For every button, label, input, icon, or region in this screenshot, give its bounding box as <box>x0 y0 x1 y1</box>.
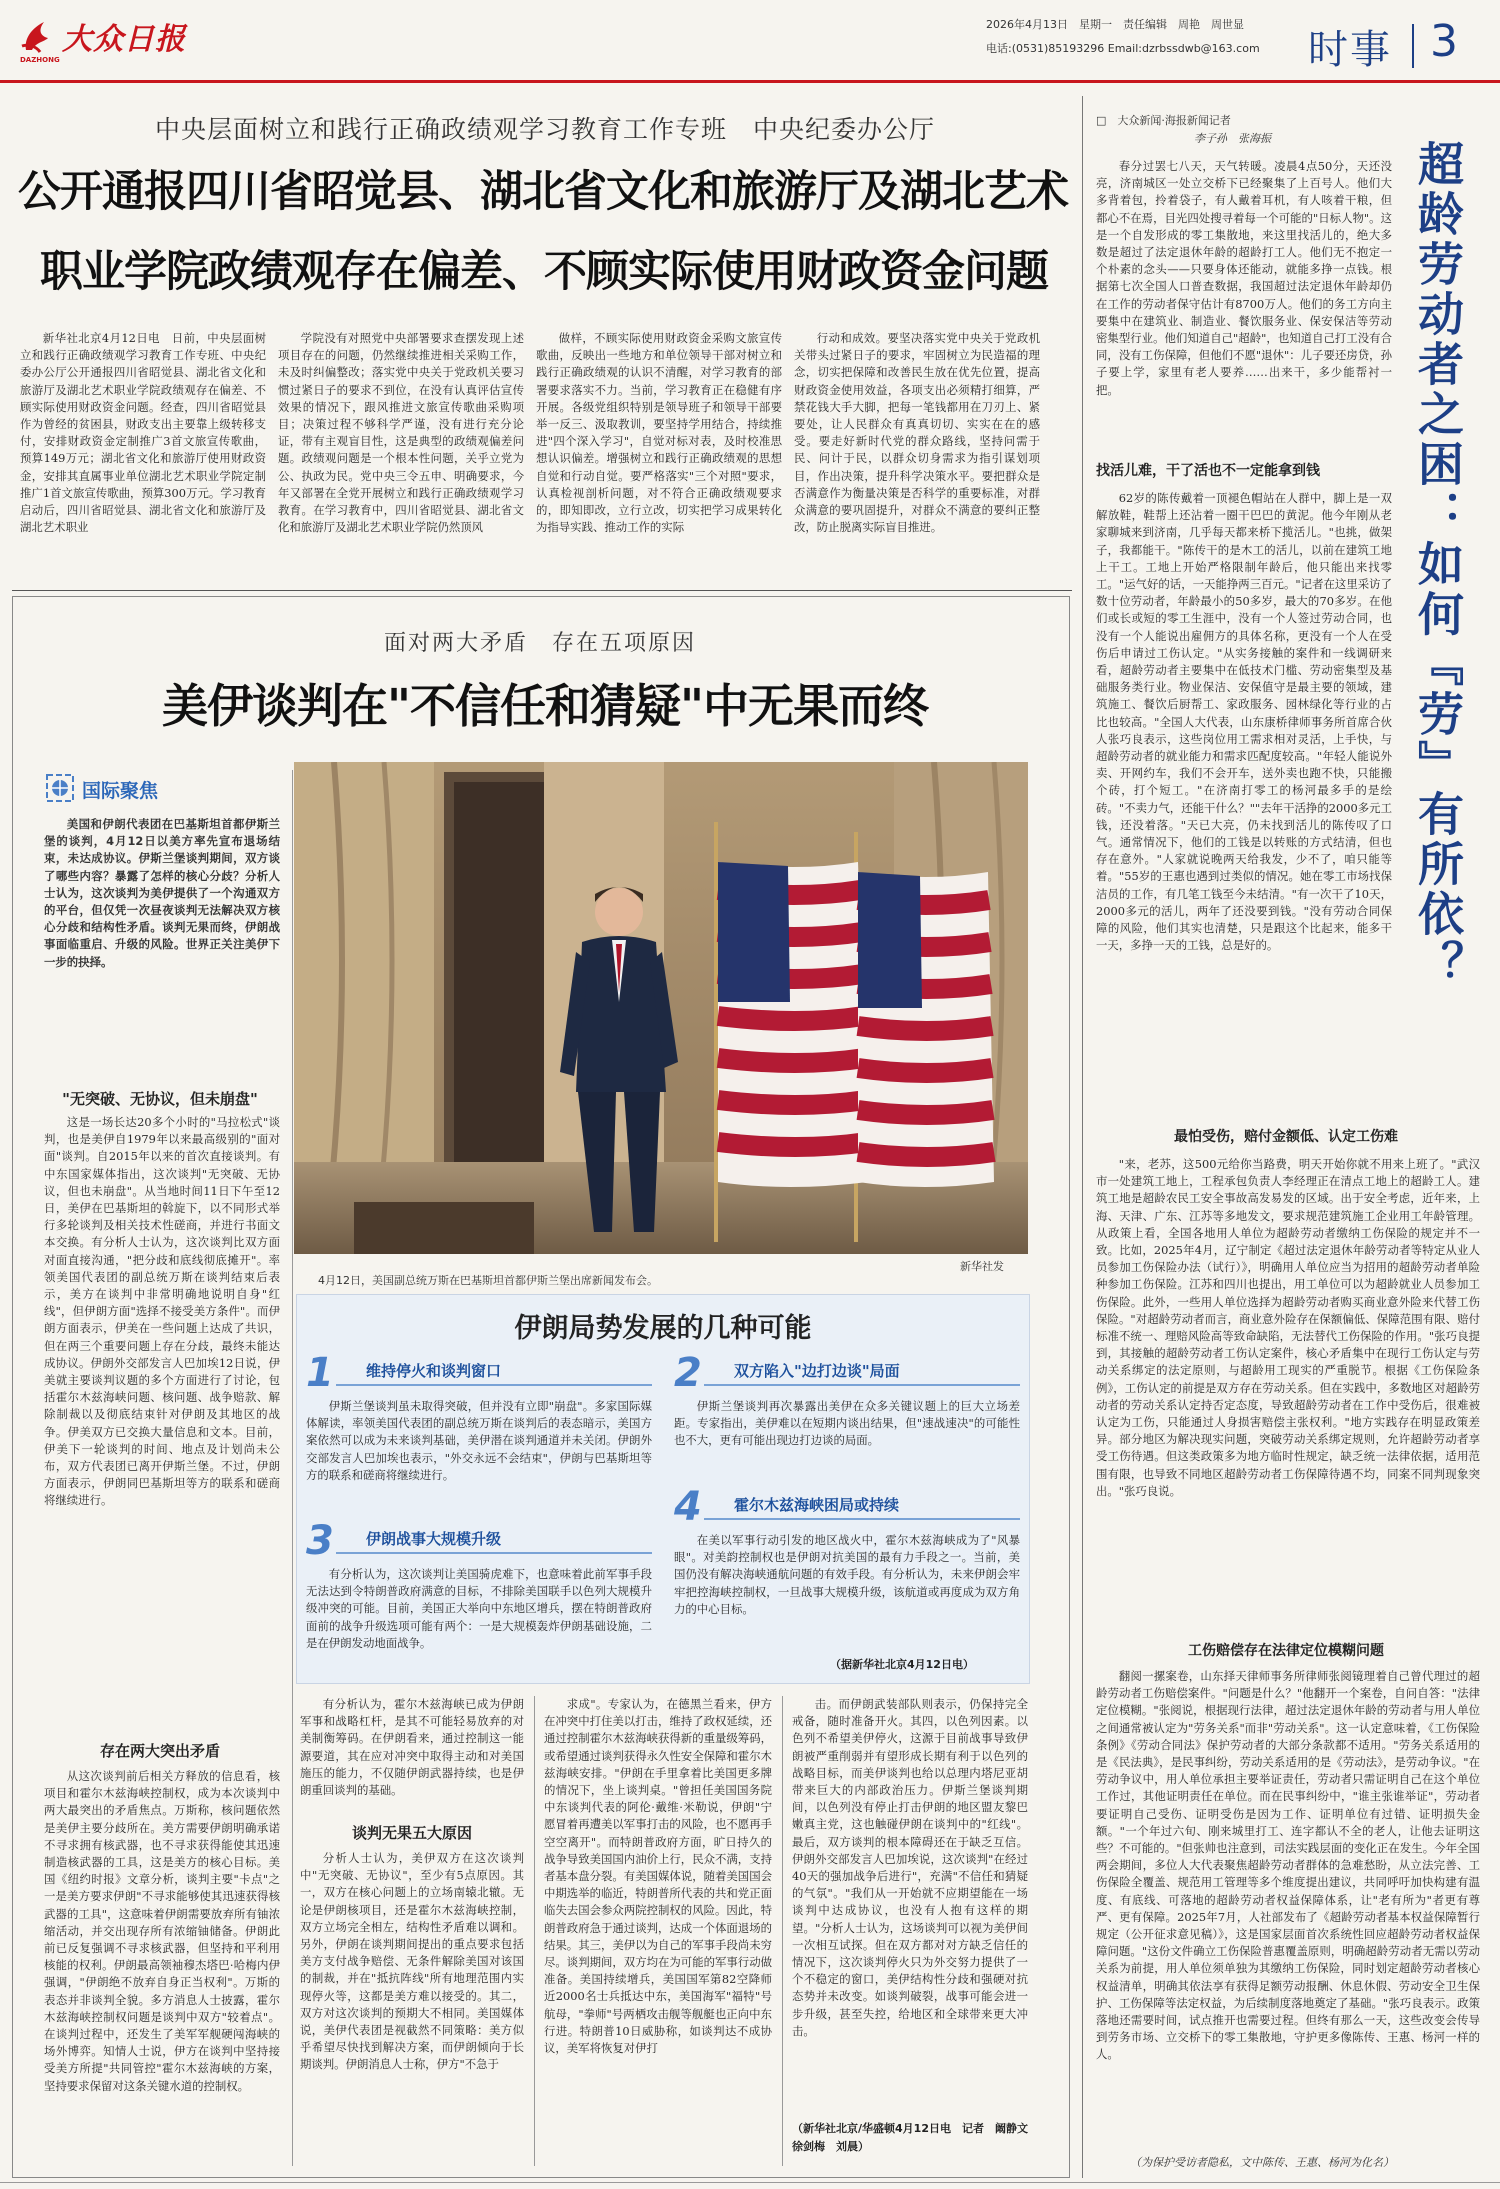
news-photo <box>294 762 1028 1254</box>
labor-sub-3: 工伤赔偿存在法律定位模糊问题 <box>1188 1643 1384 1659</box>
labor-source: □ 大众新闻·海报新闻记者 <box>1096 114 1231 127</box>
possibility-head-3: 伊朗战事大规模升级 <box>366 1530 502 1548</box>
lead-col-3: 做样，不顾实际使用财政资金采购文旅宣传歌曲，反映出一些地方和单位领导干部对树立和践行正确政绩观的认识不清醒，对学习教育的部署要求落实不力。当前，学习教育正在稳健有序开展。各级党组织特别是领导班子和领导干部要举一反三、汲取教训，要坚持学用结合，持续推进"四个深入学习"，自觉对标对表，及时校准思想认识偏差。增强树立和践行正确政绩观的思想自觉和行动自觉。要严格落实"三个对照"要求，认真检视剖析问题，对不符合正确政绩观要求的，即知即改，立行立改，切实把学习成果转化为指导实践、推动工作的实际 <box>536 331 782 535</box>
labor-note: （为保护受访者隐私，文中陈传、王惠、杨河为化名） <box>1130 2156 1394 2169</box>
possibility-4 <box>674 1484 1022 1642</box>
possibility-1 <box>306 1350 654 1518</box>
globe-icon <box>46 774 74 802</box>
flame-logo-icon <box>18 16 58 56</box>
contact-line: 电话:(0531)85193296 Email:dzrbssdwb@163.com <box>986 42 1260 55</box>
section-divider <box>1412 24 1414 68</box>
lead-col-1: 新华社北京4月12日电 日前，中央层面树立和践行正确政绩观学习教育工作专班、中央纪委办公厅公开通报四川省昭觉县、湖北省文化和旅游厅及湖北艺术职业学院政绩观存在偏差、不顾实际使用财政资金问题。经查，四川省昭觉县作为曾经的贫困县，财政支出主要靠上级转移支付，安排财政资金定制推广3首文旅宣传歌曲，预算149万元；湖北省文化和旅游厅使用财政资金，安排其直属事业单位湖北艺术职业学院定制推广1首文旅宣传歌曲，预算300万元。学习教育启动后，四川省昭觉县、湖北省文化和旅游厅及湖北艺术职业 <box>20 331 266 535</box>
labor-para-1: 春分过罢七八天，天气转暖。凌晨4点50分，天还没亮，济南城区一处立交桥下已经聚集了上百号人。他们大多背着包，拎着袋子，有人戴着耳机，有人咳着干粮，但都心不在焉，目光四处搜寻着每一个可能的"日标人物"。这是一个自发形成的零工集散地，来这里找活儿的，绝大多数是超过了法定退休年龄的超龄打工人。他们无不抱定一个朴素的念头——只要身体还能动，就能多挣一点钱。根据第七次全国人口普查数据，我国超过法定退休年龄却仍在工作的劳动者保守估计有8700万人。他们的务工方向主要集中在建筑业、制造业、餐饮服务业、保安保洁等劳动密集型行业。他们知道自己"超龄"，也知道自己打工没有合同，没有工伤保障，但他们不愿"退休"：儿子要还房贷，孙子要上学，家里有老人要养……出来干，多少能帮衬一把。 <box>1096 159 1392 397</box>
possibility-num-1: 1 <box>306 1350 334 1396</box>
possibilities-title: 伊朗局势发展的几种可能 <box>514 1313 812 1344</box>
lead-col-4: 行动和成效。要坚决落实党中央关于党政机关带头过紧日子的要求，牢固树立为民造福的理念，切实把保障和改善民生放在优先位置，提高财政资金使用效益，各项支出必须精打细算，严禁花钱大手大脚，把每一笔钱都用在刀刃上、紧要处，让人民群众有真真切切、实实在在的感受。要走好新时代党的群众路线，坚持问需于民、问计于民，以群众切身需求为指引谋划项目，作出决策，提升科学决策水平。要把群众是否满意作为衡量决策是否科学的重要标准，对群众满意的要巩固提升，对群众不满意的要纠正整改，防止脱离实际盲目推进。 <box>794 331 1040 535</box>
date-line: 2026年4月13日 星期一 责任编辑 周艳 周世显 <box>986 18 1244 31</box>
iran-sub-3: 谈判无果五大原因 <box>351 1824 472 1842</box>
labor-sub-1: 找活儿难，干了活也不一定能拿到钱 <box>1096 463 1320 479</box>
labor-para-4: 翻阅一摞案卷，山东择天律师事务所律师张阅镜理着自己曾代理过的超龄劳动者工伤赔偿案件。"问题是什么？"他翻开一个案卷，自问自答："法律定位模糊。"张阅说，根据现行法律，超过法定退休年龄的劳动者与用人单位之间通常被认定为"劳务关系"而非"劳动关系"。这一认定意味着，《工伤保险条例》《劳动合同法》保护劳动者的大部分条款都不适用。"劳务关系适用的是《民法典》，是民事纠纷，劳动关系适用的是《劳动法》，是劳动争议。"在劳动争议中，用人单位承担主要举证责任，劳动者只需证明自己在这个单位工作过，其他证明责任在单位。而在民事纠纷中，"谁主张谁举证"，劳动者要证明自己受伤、证明受伤是因为工作、证明单位有过错、证明损失金额。"一个年过六旬、刚来城里打工、连字都认不全的老人，让他去证明这些？不可能的。"但张帅也注意到，司法实践层面的变化正在发生。今年全国两会期间，多位人大代表聚焦超龄劳动者群体的急难愁盼，从立法完善、工伤保险全覆盖、规范用工管理等多个维度提出建议，共同呼吁加快构建有温度、有底线、可落地的超龄劳动者权益保障体系，让"老有所为"者更有尊严、更有保障。2025年7月，人社部发布了《超龄劳动者基本权益保障暂行规定（公开征求意见稿）》，这是国家层面首次系统性回应超龄劳动者权益保障问题。"这份文件确立工伤保险普惠覆盖原则，明确超龄劳动者无需以劳动关系为前提，用人单位须单独为其缴纳工伤保险，同时划定超龄劳动者核心权益清单，明确其依法享有获得足额劳动报酬、休息休假、劳动安全卫生保护、工伤保障等法定权益，为后续制度落地奠定了基础。"张巧良表示。政策落地还需要时间，试点推开也需要过程。但终有那么一天，这些改变会传导到劳务市场、立交桥下的零工集散地，守护更多像陈传、王惠、杨河一样的人。 <box>1096 1669 1480 2062</box>
possibility-bar-2 <box>704 1384 1020 1386</box>
right-column-divider <box>1082 96 1083 2178</box>
logo-sub: DAZHONG <box>20 56 60 64</box>
logo-text: 大众日报 <box>62 22 186 57</box>
possibility-head-1: 维持停火和谈判窗口 <box>366 1362 502 1380</box>
iran-byline: （新华社北京/华盛顿4月12日电 记者 阚静文 徐剑梅 刘晨） <box>792 2122 1039 2153</box>
possibility-num-2: 2 <box>674 1350 702 1396</box>
possibility-bar-3 <box>336 1552 652 1554</box>
iran-left-col-1: 这是一场长达20多个小时的"马拉松式"谈判，也是美伊自1979年以来最高级别的"面对面"谈判。自2015年以来的首次直接谈判。有中东国家媒体指出，这次谈判"无突破、无协议，但也未崩盘"。从当地时间11日下午至12日，美伊在巴基斯坦的斡旋下，以不同形式举行多轮谈判及相关技术性磋商，并进行书面文本交换。有分析人士认为，这次谈判比双方面对面直接沟通，"把分歧和底线彻底摊开"。率领美国代表团的副总统万斯在谈判结束后表示，美方在谈判中非常明确地说明自身"红线"，但伊朗方面"选择不接受美方条件"。而伊朗方面表示，伊美在一些问题上达成了共识，但在两三个重要问题上存在分歧，最终未能达成协议。伊朗外交部发言人巴加埃12日说，伊美就主要谈判议题的多个方面进行了讨论，包括霍尔木兹海峡问题、核问题、战争赔款、解除制裁以及彻底结束针对伊朗及其地区的战争。伊美双方已交换大量信息和文本。目前，伊美下一轮谈判的时间、地点及计划尚未公布，双方代表团已离开伊斯兰堡。不过，伊朗方面表示，伊朗同巴基斯坦等方的联系和磋商将继续进行。 <box>44 1115 280 1508</box>
possibilities-credit: （据新华社北京4月12日电） <box>830 1658 974 1671</box>
possibility-num-3: 3 <box>306 1518 334 1564</box>
section-name: 时事 <box>1308 27 1392 73</box>
newspaper-logo <box>18 14 228 64</box>
lead-bottom-rule <box>12 590 1072 591</box>
iran-bottom-col-3: 击。而伊朗武装部队则表示，仍保持完全戒备，随时准备开火。其四，以色列因素。以色列不希望美伊停火，这源于目前战事导致伊朗被严重削弱并有望形成长期有利于以色列的战略目标，而美伊谈判也给以总理内塔尼亚胡带来巨大的内部政治压力。伊斯兰堡谈判期间，以色列没有停止打击伊朗的地区盟友黎巴嫩真主党，这也触碰伊朗在谈判中的"红线"。最后，双方谈判的根本障碍还在于缺乏互信。伊朗外交部发言人巴加埃说，这次谈判"在经过40天的强加战争后进行"，充满"不信任和猜疑的气氛"。"我们从一开始就不应期望能在一场谈判中达成协议，也没有人抱有这样的期望。"分析人士认为，这场谈判可以视为美伊间一次相互试探。但在双方都对对方缺乏信任的情况下，这次谈判停火只为外交努力提供了一个不稳定的窗口，美伊结构性分歧和强硬对抗态势并未改变。如谈判破裂，战事可能会进一步升级，甚至失控，给地区和全球带来更大冲击。 <box>792 1697 1028 2038</box>
iran-sub-2: 存在两大突出矛盾 <box>99 1742 220 1760</box>
possibility-bar-1 <box>336 1384 652 1386</box>
possibility-num-4: 4 <box>674 1484 702 1530</box>
lead-headline-1: 公开通报四川省昭觉县、湖北省文化和旅游厅及湖北艺术 <box>18 167 1068 217</box>
iran-intro: 美国和伊朗代表团在巴基斯坦首都伊斯兰堡的谈判，4月12日以美方率先宣布退场结束，未达成协议。伊斯兰堡谈判期间，双方谈了哪些内容？暴露了怎样的核心分歧？分析人士认为，这次谈判为美伊提供了一个沟通双方的平台，但仅凭一次昼夜谈判无法解决双方核心分歧和结构性矛盾。谈判无果而终，伊朗战事面临重启、升级的风险。世界正关注美伊下一步的抉择。 <box>44 817 280 969</box>
iran-col-divider <box>292 770 293 2166</box>
possibility-head-2: 双方陷入"边打边谈"局面 <box>734 1362 900 1380</box>
possibility-body-2: 伊斯兰堡谈判再次暴露出美伊在众多关键议题上的巨大立场差距。专家指出，美伊难以在短期内谈出结果，但"速战速决"的可能性也不大，更有可能出现边打边谈的局面。 <box>674 1399 1020 1448</box>
possibility-body-1: 伊斯兰堡谈判虽未取得突破，但并没有立即"崩盘"。多家国际媒体解读，率领美国代表团的副总统万斯在谈判后的表态暗示，美国方案依然可以成为未来谈判基础，美伊潜在谈判通道并未关闭。伊朗外交部发言人巴加埃也表示，"外交永远不会结束"，伊朗与巴基斯坦等方的联系和磋商将继续进行。 <box>306 1399 652 1482</box>
masthead <box>0 0 1500 80</box>
possibility-3 <box>306 1518 654 1666</box>
column-tag <box>46 774 246 804</box>
iran-sub-1: "无突破、无协议，但未崩盘" <box>62 1090 258 1108</box>
iran-kicker: 面对两大矛盾 存在五项原因 <box>383 631 696 656</box>
labor-para-3: "来，老苏，这500元给你当路费，明天开始你就不用来上班了。"武汉市一处建筑工地上，工程承包负责人李经理正在清点工地上的超龄工人。建筑工地是超龄农民工安全事故高发易发的区域。出于安全考虑，近年来，上海、天津、广东、江苏等多地发文，要求规范建筑施工企业用工年龄管理。从政策上看，全国各地用人单位为超龄劳动者缴纳工伤保险的规定并不一致。比如，2025年4月，辽宁制定《超过法定退休年龄劳动者等特定从业人员参加工伤保险办法（试行）》，明确用人单位应当为招用的超龄劳动者单险种参加工伤保险。江苏和四川也提出，用工单位可以为超龄就业人员参加工伤保险。此外，一些用人单位选择为超龄劳动者购买商业意外险来代替工伤保险。"对超龄劳动者而言，商业意外险存在保额偏低、保障范围有限、赔付标准不统一、理赔风险高等致命缺陷，无法替代工伤保险的作用。"张巧良提到，其接触的超龄劳动者工伤认定案件，核心矛盾集中在现行工伤认定与劳动关系绑定的法定原则，与超龄用工现实的严重脱节。根据《工伤保险条例》，工伤认定的前提是双方存在劳动关系。但在实践中，多数地区对超龄劳动者的劳动关系认定持否定态度，导致超龄劳动者在工作中受伤后，很难被认定为工伤，只能通过人身损害赔偿主张权利。"地方实践存在明显政策差异。部分地区为解决现实问题，突破劳动关系绑定规则，允许超龄劳动者享受工伤待遇。但这类政策多为地方临时性规定，缺乏统一法律依据，适用范围有限，也导致不同地区超龄劳动者工伤保障待遇不均，同案不同判现象突出。"张巧良说。 <box>1096 1157 1480 1498</box>
iran-bottom-col-1b: 分析人士认为，美伊双方在这次谈判中"无突破、无协议"，至少有5点原因。其一，双方在核心问题上的立场南辕北辙。无论是伊朗核项目，还是霍尔木兹海峡控制，双方立场完全相左，结构性矛盾难以调和。另外，伊朗在谈判期间提出的重点要求包括美方支付战争赔偿、无条件解除美国对该国的制裁，并在"抵抗阵线"所有地理范围内实现停火等，这都是美方难以接受的。其二，双方对这次谈判的预期大不相同。美国媒体说，美伊代表团是视截然不同策略：美方似乎希望尽快找到解决方案，而伊朗倾向于长期谈判。伊朗消息人士称，伊方"不急于 <box>300 1851 524 2072</box>
page-number: 3 <box>1430 16 1458 67</box>
iran-headline: 美伊谈判在"不信任和猜疑"中无果而终 <box>162 679 928 733</box>
possibility-body-4: 在美以军事行动引发的地区战火中，霍尔木兹海峡成为了"风暴眼"。对美韵控制权也是伊朗对抗美国的最有力手段之一。当前，美国仍没有解决海峡通航问题的有效手段。有分析认为，未来伊朗会牢牢把控海峡控制权，一旦战事大规模升级，该航道或再度成为双方角力的中心目标。 <box>674 1533 1020 1616</box>
possibility-2 <box>674 1350 1022 1478</box>
labor-reporters: 李子孙 张海振 <box>1194 132 1271 145</box>
masthead-rule <box>0 80 1500 83</box>
column-tag-label: 国际聚焦 <box>82 780 159 802</box>
iran-bottom-col-1: 有分析认为，霍尔木兹海峡已成为伊朗军事和战略杠杆，是其不可能轻易放弃的对美制衡筹码。在伊朗看来，通过控制这一能源要道，其在应对冲突中取得主动和对美国施压的能力，不仅随伊朗武器持续，也是伊朗重回谈判的基础。 <box>300 1697 524 1798</box>
iran-bottom-divider-2 <box>782 1696 783 2166</box>
lead-headline-2: 职业学院政绩观存在偏差、不顾实际使用财政资金问题 <box>40 247 1048 297</box>
labor-para-2: 62岁的陈传戴着一顶褪色帽站在人群中，脚上是一双解放鞋，鞋帮上还沾着一圈干巴巴的黄泥。他今年刚从老家聊城来到济南，几乎每天都来桥下揽活儿。"也挑，做架子，我都能干。"陈传干的是木工的活儿，以前在建筑工地上干工。工地上开始严格限制年龄后，他只能出来找零工。"运气好的话，一天能挣两三百元。"记者在这里采访了数十位劳动者，年龄最小的50多岁，最大的70多岁。在他们或长或短的零工生涯中，没有一个人签过劳动合同，也没有一个人能说出雇佣方的具体名称，更没有一个人在受伤后申请过工伤认定。"从实务接触的案件和一线调研来看，超龄劳动者主要集中在低技术门槛、劳动密集型及基础服务类行业。物业保洁、安保值守是最主要的领域，建筑施工、餐饮后厨帮工、家政服务、园林绿化等行业的占比也较高。"全国人大代表，山东康桥律师事务所首席合伙人张巧良表示，这些岗位用工需求相对灵活，上手快，与超龄劳动者的就业能力和需求匹配度较高。"年轻人能说外卖、开网约车，我们不会开车，送外卖也跑不快，只能搬个砖，打个短工。"在济南打零工的杨河最多手的是绘砖。"不卖力气，还能干什么？""去年干活挣的2000多元工钱，还没着落。"天已大亮，仍未找到活儿的陈传叹了口气。通常情况下，他们的工钱是以转账的方式结清，但也存在意外。"人家就说晚两天给我发，少不了，咱只能等着。"55岁的王惠也遇到过类似的情况。她在零工市场找保洁员的工作，有几笔工钱至今未结清。"有一次干了10天，2000多元的活儿，两年了还没要到钱。"没有劳动合同保障的风险，他们其实也清楚，只是跟这个比起来，能多干一天，多挣一天的工钱，总是好的。 <box>1096 491 1392 953</box>
labor-headline-vertical: 超龄劳动者之困：如何『劳』有所依？ <box>1411 140 1465 990</box>
possibility-head-4: 霍尔木兹海峡困局或持续 <box>734 1496 900 1514</box>
press-conference-photo <box>294 762 1028 1254</box>
page-bottom-rule <box>0 2182 1500 2183</box>
iran-left-col-2: 从这次谈判前后相关方释放的信息看，核项目和霍尔木兹海峡控制权，成为本次谈判中两大最突出的矛盾焦点。万斯称，核问题依然是美伊主要分歧所在。美方需要伊朗明确承诺不寻求拥有核武器，也不寻求获得能使其迅速制造核武器的工具，这是美方的核心目标。美国《纽约时报》文章分析，谈判主要"卡点"之一是美方要求伊朗"不寻求能够使其迅速获得核武器的工具"，这意味着伊朗需要放弃所有铀浓缩活动，并交出现存所有浓缩铀储备。伊朗此前已反复强调不寻求核武器，但坚持和平利用核能的权利。伊朗最高领袖穆杰塔巴·哈梅内伊强调，"伊朗绝不放弃自身正当权利"。万斯的表态并非谈判全貌。多方消息人士披露，霍尔木兹海峡控制权问题是谈判中双方"较着点"。在谈判过程中，还发生了美军军舰硬闯海峡的场外博弈。知情人士说，伊方在谈判中坚持接受美方所提"共同管控"霍尔木兹海峡的方案，坚持要求保留对这条关键水道的控制权。 <box>44 1769 280 2093</box>
photo-credit: 新华社发 <box>960 1260 1004 1273</box>
possibility-body-3: 有分析认为，这次谈判让美国骑虎难下，也意味着此前军事手段无法达到令特朗普政府满意的目标，不排除美国联手以色列大规模升级冲突的可能。目前，美国正大举向中东地区增兵，摆在特朗普政府面前的战争升级选项可能有两个：一是大规模轰炸伊朗基础设施，二是在伊朗发动地面战争。 <box>306 1567 652 1650</box>
iran-bottom-col-2: 求成"。专家认为，在德黑兰看来，伊方在冲突中打住美以打击，维持了政权延续，还通过控制霍尔木兹海峡获得新的重量级筹码，或希望通过谈判获得永久性安全保障和霍尔木兹海峡安排。"伊朗在手里拿着比美国更多牌的情况下，坐上谈判桌。"曾担任美国国务院中东谈判代表的阿伦·戴维·米勒说，伊朗"宁愿冒着再遭美以军事打击的风险，也不愿再手空空离开"。而特朗普政府方面，旷日持久的战争导致美国国内油价上行，民众不满，支持者基本盘分裂。有美国媒体说，随着美国国会中期选举的临近，特朗普所代表的共和党正面临失去国会参众两院控制权的风险。因此，特朗普政府急于通过谈判，达成一个体面退场的结果。其三，美伊以为自己的军事手段尚未穷尽。谈判期间，双方均在为可能的军事行动做准备。美国持续增兵，美国国军第82空降师近2000名士兵抵达中东，美国海军"福特"号航母，"拳师"号两栖攻击舰等舰艇也正向中东行进。特朗普10日威胁称，如谈判达不成协议，美军将恢复对伊打 <box>544 1697 772 2056</box>
labor-sub-2: 最怕受伤，赔付金额低、认定工伤难 <box>1174 1129 1398 1145</box>
lead-col-2: 学院没有对照党中央部署要求查摆发现上述项目存在的问题，仍然继续推进相关采购工作，未及时纠偏整改；落实党中央关于党政机关要习惯过紧日子的要求不到位，在没有认真评估宣传效果的情况下，跟风推进文旅宣传歌曲采购项目；决策过程不够科学严谨，没有进行充分论证，带有主观盲目性，这是典型的政绩观偏差问题。政绩观问题是一个根本性问题，关乎立党为公、执政为民。党中央三令五申、明确要求，今年又部署在全党开展树立和践行正确政绩观学习教育。在学习教育中，四川省昭觉县、湖北省文化和旅游厅及湖北艺术职业学院仍然顶风 <box>278 331 524 535</box>
possibility-bar-4 <box>704 1518 1020 1520</box>
lead-kicker: 中央层面树立和践行正确政绩观学习教育工作专班 中央纪委办公厅 <box>154 115 935 144</box>
photo-caption: 4月12日，美国副总统万斯在巴基斯坦首都伊斯兰堡出席新闻发布会。 <box>318 1274 658 1287</box>
iran-bottom-divider-1 <box>534 1696 535 2166</box>
